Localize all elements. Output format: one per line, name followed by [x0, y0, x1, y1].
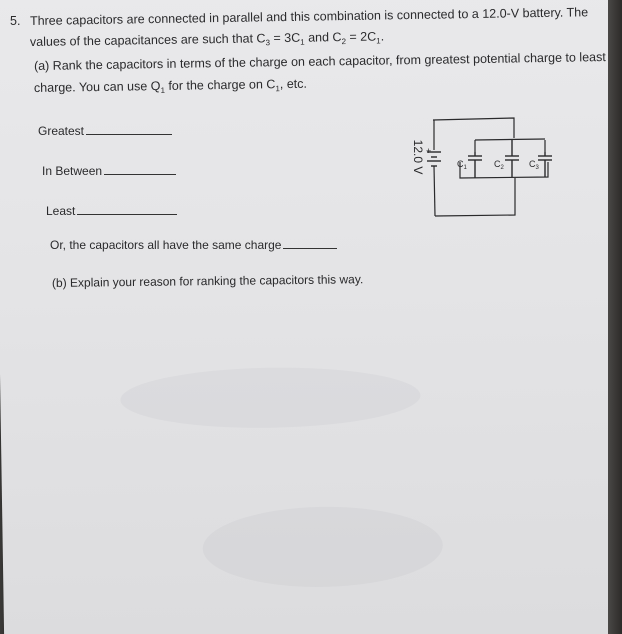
question-number: 5.: [10, 14, 21, 28]
capacitor-c2-label: $C_2$: [494, 159, 504, 171]
battery-lower-wire: [434, 166, 435, 216]
capacitor-c2-symbol: [505, 140, 519, 177]
capacitor-c3-symbol: [538, 152, 552, 177]
part-b-text: (b) Explain your reason for ranking the capacitors this way.: [51, 272, 364, 290]
battery-plus-sign: +: [426, 146, 432, 156]
in-between-row: [42, 164, 176, 178]
least-row: [46, 204, 177, 218]
question-text-line1: Three capacitors are connected in parallel and this combination is connected to a 12.0-V battery. The: [29, 5, 589, 28]
same-charge-row: [50, 238, 337, 252]
greatest-label: Greatest: [38, 124, 85, 138]
same-charge-answer-blank[interactable]: [283, 247, 337, 249]
circuit-diagram: [400, 112, 580, 222]
capacitor-c1-label: $C_1$: [457, 159, 467, 171]
parallel-top-rail: [475, 139, 545, 152]
same-charge-label: Or, the capacitors all have the same charge: [50, 238, 282, 252]
greatest-answer-blank[interactable]: [86, 133, 172, 135]
in-between-answer-blank[interactable]: [104, 173, 176, 175]
question-text-line2: values of the capacitances are such that $C_3 = 3C_1$ and $C_2 = 2C_1$.: [29, 29, 385, 49]
background-edge: [608, 0, 622, 634]
greatest-row: [38, 124, 172, 138]
in-between-label: In Between: [42, 164, 103, 178]
capacitor-c1-symbol: [468, 152, 482, 178]
least-label: Least: [46, 204, 76, 218]
part-a-text-line2: charge. You can use $Q_1$ for the charge on $C_1$, etc.: [33, 76, 308, 96]
paper-smudge: [202, 505, 443, 589]
circuit-top-wire: [433, 118, 514, 138]
least-answer-blank[interactable]: [77, 213, 177, 215]
part-a-text-line1: (a) Rank the capacitors in terms of the charge on each capacitor, from greatest potential charge to least: [33, 50, 606, 73]
battery-voltage-label: 12.0 V: [411, 139, 425, 175]
capacitor-c3-label: $C_3$: [529, 159, 539, 171]
paper-smudge: [120, 365, 421, 430]
circuit-bottom-wire: [435, 192, 515, 216]
